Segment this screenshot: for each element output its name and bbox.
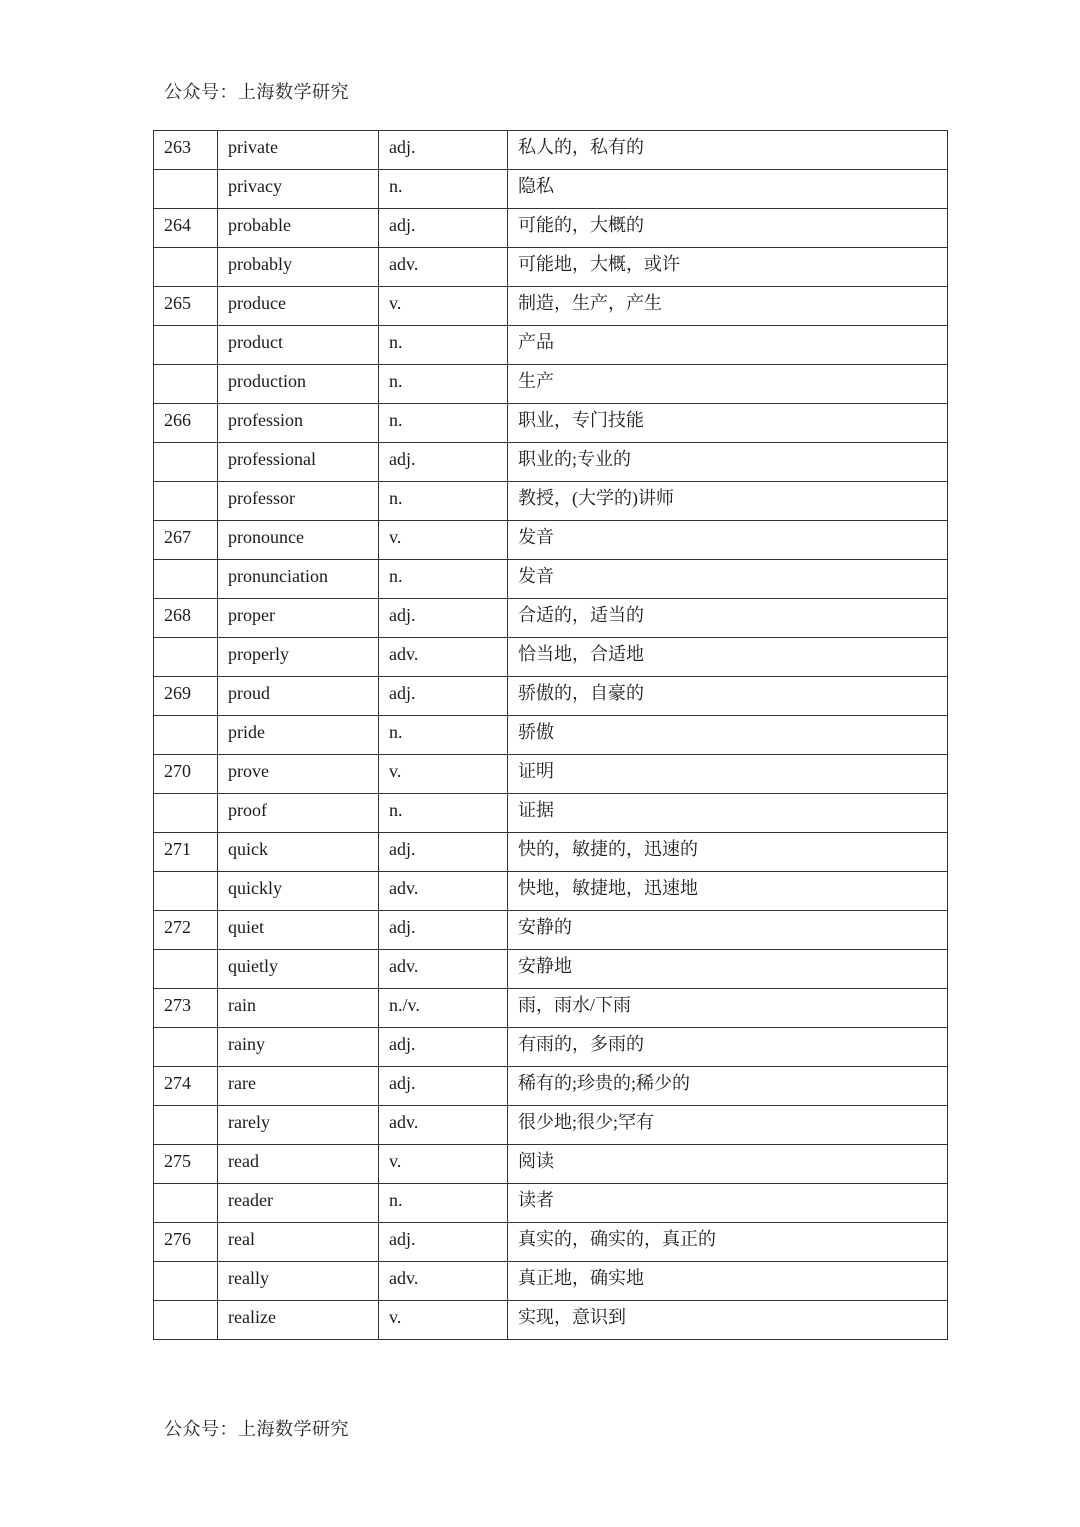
vocabulary-table [153,130,948,1340]
chinese-meaning: 可能地，大概，或许 [508,248,948,287]
english-word: pronounce [218,521,379,560]
english-word: quietly [218,950,379,989]
part-of-speech: n. [379,482,508,521]
entry-number: 268 [154,599,218,638]
english-word: reader [218,1184,379,1223]
table-row [154,326,948,365]
table-row [154,638,948,677]
chinese-meaning: 有雨的，多雨的 [508,1028,948,1067]
english-word: probable [218,209,379,248]
english-word: privacy [218,170,379,209]
chinese-meaning: 骄傲的，自豪的 [508,677,948,716]
chinese-meaning: 制造，生产，产生 [508,287,948,326]
part-of-speech: adj. [379,1067,508,1106]
table-row [154,521,948,560]
part-of-speech: n. [379,365,508,404]
part-of-speech: adv. [379,1106,508,1145]
table-row [154,1223,948,1262]
part-of-speech: adj. [379,131,508,170]
table-row [154,365,948,404]
english-word: quick [218,833,379,872]
chinese-meaning: 教授，(大学的)讲师 [508,482,948,521]
part-of-speech: adj. [379,209,508,248]
english-word: quickly [218,872,379,911]
table-row [154,677,948,716]
english-word: realize [218,1301,379,1340]
part-of-speech: adj. [379,911,508,950]
chinese-meaning: 快的，敏捷的，迅速的 [508,833,948,872]
table-row [154,1184,948,1223]
chinese-meaning: 恰当地，合适地 [508,638,948,677]
table-row [154,404,948,443]
entry-number [154,872,218,911]
entry-number [154,443,218,482]
entry-number: 267 [154,521,218,560]
table-row [154,1028,948,1067]
english-word: proper [218,599,379,638]
entry-number [154,248,218,287]
part-of-speech: n. [379,794,508,833]
english-word: profession [218,404,379,443]
chinese-meaning: 骄傲 [508,716,948,755]
chinese-meaning: 证据 [508,794,948,833]
english-word: proof [218,794,379,833]
chinese-meaning: 合适的，适当的 [508,599,948,638]
english-word: product [218,326,379,365]
entry-number [154,1184,218,1223]
english-word: read [218,1145,379,1184]
chinese-meaning: 安静地 [508,950,948,989]
part-of-speech: adj. [379,833,508,872]
table-row [154,131,948,170]
english-word: professional [218,443,379,482]
table-row [154,482,948,521]
table-row [154,794,948,833]
table-row [154,833,948,872]
table-row [154,950,948,989]
part-of-speech: adj. [379,443,508,482]
english-word: quiet [218,911,379,950]
entry-number [154,365,218,404]
english-word: rare [218,1067,379,1106]
entry-number [154,560,218,599]
entry-number [154,170,218,209]
vocabulary-table-body [154,131,948,1340]
english-word: rarely [218,1106,379,1145]
table-row [154,248,948,287]
entry-number [154,794,218,833]
chinese-meaning: 稀有的;珍贵的;稀少的 [508,1067,948,1106]
table-row [154,443,948,482]
entry-number: 263 [154,131,218,170]
english-word: rain [218,989,379,1028]
part-of-speech: v. [379,1301,508,1340]
part-of-speech: v. [379,755,508,794]
table-row [154,1067,948,1106]
table-row [154,716,948,755]
table-row [154,989,948,1028]
part-of-speech: n. [379,326,508,365]
chinese-meaning: 生产 [508,365,948,404]
table-row [154,1106,948,1145]
chinese-meaning: 发音 [508,521,948,560]
english-word: professor [218,482,379,521]
english-word: really [218,1262,379,1301]
chinese-meaning: 很少地;很少;罕有 [508,1106,948,1145]
table-row [154,1145,948,1184]
chinese-meaning: 职业的;专业的 [508,443,948,482]
chinese-meaning: 隐私 [508,170,948,209]
chinese-meaning: 真正地，确实地 [508,1262,948,1301]
part-of-speech: v. [379,521,508,560]
part-of-speech: adj. [379,677,508,716]
entry-number: 276 [154,1223,218,1262]
chinese-meaning: 阅读 [508,1145,948,1184]
entry-number: 266 [154,404,218,443]
chinese-meaning: 真实的，确实的，真正的 [508,1223,948,1262]
entry-number: 271 [154,833,218,872]
part-of-speech: adv. [379,872,508,911]
page-header: 公众号：上海数学研究 [164,82,349,102]
english-word: pride [218,716,379,755]
chinese-meaning: 私人的，私有的 [508,131,948,170]
table-row [154,170,948,209]
table-row [154,1262,948,1301]
chinese-meaning: 证明 [508,755,948,794]
entry-number [154,482,218,521]
table-row [154,755,948,794]
chinese-meaning: 读者 [508,1184,948,1223]
table-row [154,287,948,326]
part-of-speech: adv. [379,248,508,287]
chinese-meaning: 可能的，大概的 [508,209,948,248]
table-row [154,560,948,599]
english-word: proud [218,677,379,716]
part-of-speech: v. [379,1145,508,1184]
table-row [154,872,948,911]
english-word: prove [218,755,379,794]
page-footer: 公众号：上海数学研究 [164,1419,349,1439]
entry-number: 273 [154,989,218,1028]
table-row [154,1301,948,1340]
part-of-speech: adj. [379,1028,508,1067]
entry-number [154,638,218,677]
entry-number: 270 [154,755,218,794]
entry-number [154,1262,218,1301]
chinese-meaning: 产品 [508,326,948,365]
entry-number: 265 [154,287,218,326]
english-word: probably [218,248,379,287]
entry-number [154,1106,218,1145]
english-word: real [218,1223,379,1262]
part-of-speech: adj. [379,1223,508,1262]
chinese-meaning: 职业，专门技能 [508,404,948,443]
part-of-speech: n. [379,716,508,755]
english-word: properly [218,638,379,677]
chinese-meaning: 安静的 [508,911,948,950]
entry-number: 272 [154,911,218,950]
part-of-speech: adv. [379,1262,508,1301]
chinese-meaning: 实现，意识到 [508,1301,948,1340]
part-of-speech: adj. [379,599,508,638]
entry-number: 269 [154,677,218,716]
english-word: rainy [218,1028,379,1067]
entry-number [154,1028,218,1067]
chinese-meaning: 快地，敏捷地，迅速地 [508,872,948,911]
english-word: pronunciation [218,560,379,599]
part-of-speech: n./v. [379,989,508,1028]
part-of-speech: adv. [379,638,508,677]
english-word: production [218,365,379,404]
part-of-speech: v. [379,287,508,326]
part-of-speech: n. [379,560,508,599]
entry-number [154,326,218,365]
table-row [154,911,948,950]
part-of-speech: n. [379,1184,508,1223]
table-row [154,209,948,248]
chinese-meaning: 雨，雨水/下雨 [508,989,948,1028]
entry-number: 274 [154,1067,218,1106]
entry-number [154,1301,218,1340]
entry-number [154,716,218,755]
chinese-meaning: 发音 [508,560,948,599]
entry-number: 264 [154,209,218,248]
table-row [154,599,948,638]
english-word: produce [218,287,379,326]
part-of-speech: n. [379,170,508,209]
english-word: private [218,131,379,170]
part-of-speech: n. [379,404,508,443]
entry-number [154,950,218,989]
entry-number: 275 [154,1145,218,1184]
part-of-speech: adv. [379,950,508,989]
